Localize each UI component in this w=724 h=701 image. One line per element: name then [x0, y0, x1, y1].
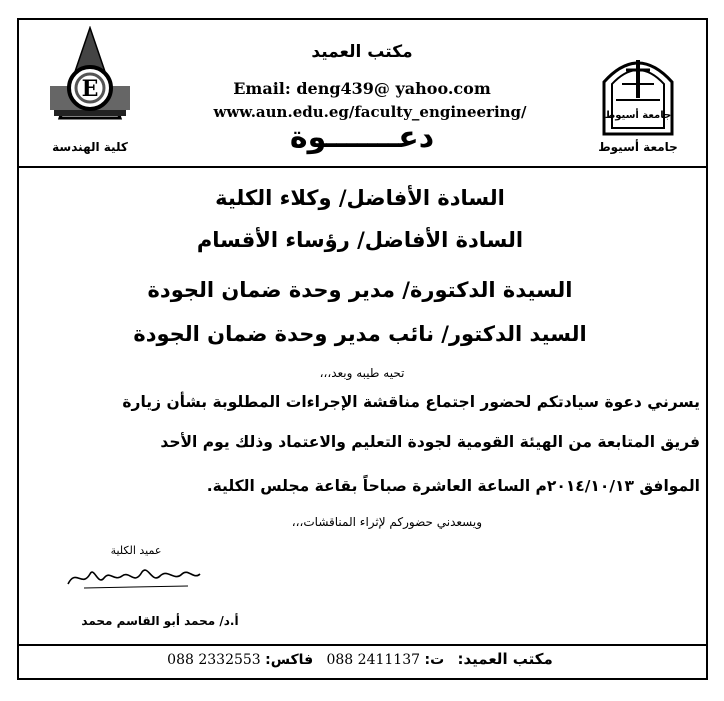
invitation-title: دعـــــــوة: [289, 120, 435, 155]
signature-title: عميد الكلية: [110, 544, 162, 557]
body-line: يسرني دعوة سيادتكم لحضور اجتماع مناقشة الإجراءات المطلوبة بشأن زيارة: [122, 393, 700, 411]
greeting: تحيه طيبه وبعد،،،: [319, 366, 405, 380]
tel-number: 088 2411137: [326, 652, 421, 668]
handwritten-signature: [64, 560, 204, 594]
university-logo-caption: جامعة أسيوط: [598, 140, 678, 154]
university-logo-text: جامعة أسيوط: [604, 110, 672, 121]
body-line: فريق المتابعة من الهيئة القومية لجودة التعليم والاعتماد وذلك يوم الأحد: [160, 433, 700, 451]
footer-divider: [17, 644, 708, 646]
footer-contact: [140, 650, 580, 668]
closing: ويسعدني حضوركم لإثراء المناقشات،،،: [291, 515, 482, 529]
header-divider: [17, 166, 708, 168]
addressee-line: السادة الأفاضل/ وكلاء الكلية: [215, 186, 505, 210]
fax-label: فاكس:: [265, 652, 314, 668]
office-title: مكتب العميد: [311, 42, 413, 62]
body-line: الموافق ٢٠١٤/١٠/١٣م الساعة العاشرة صباحاً بقاعة مجلس الكلية.: [206, 477, 700, 495]
footer-label: مكتب العميد:: [457, 650, 553, 668]
faculty-logo: [40, 26, 140, 126]
fax-number: 088 2332553: [167, 652, 261, 668]
addressee-line: السيد الدكتور/ نائب مدير وحدة ضمان الجودة: [133, 322, 587, 346]
addressee-line: السيدة الدكتورة/ مدير وحدة ضمان الجودة: [147, 278, 573, 302]
svg-text:E: E: [81, 76, 99, 102]
addressee-line: السادة الأفاضل/ رؤساء الأقسام: [196, 228, 524, 252]
faculty-logo-caption: كلية الهندسة: [52, 140, 128, 154]
university-logo: [600, 44, 676, 136]
website-link[interactable]: www.aun.edu.eg/faculty_engineering/: [213, 103, 527, 121]
email-link[interactable]: Email: deng439@ yahoo.com: [233, 79, 491, 98]
signatory-name: أ.د/ محمد أبو القاسم محمد: [81, 614, 239, 628]
tel-label: ت:: [424, 652, 445, 668]
